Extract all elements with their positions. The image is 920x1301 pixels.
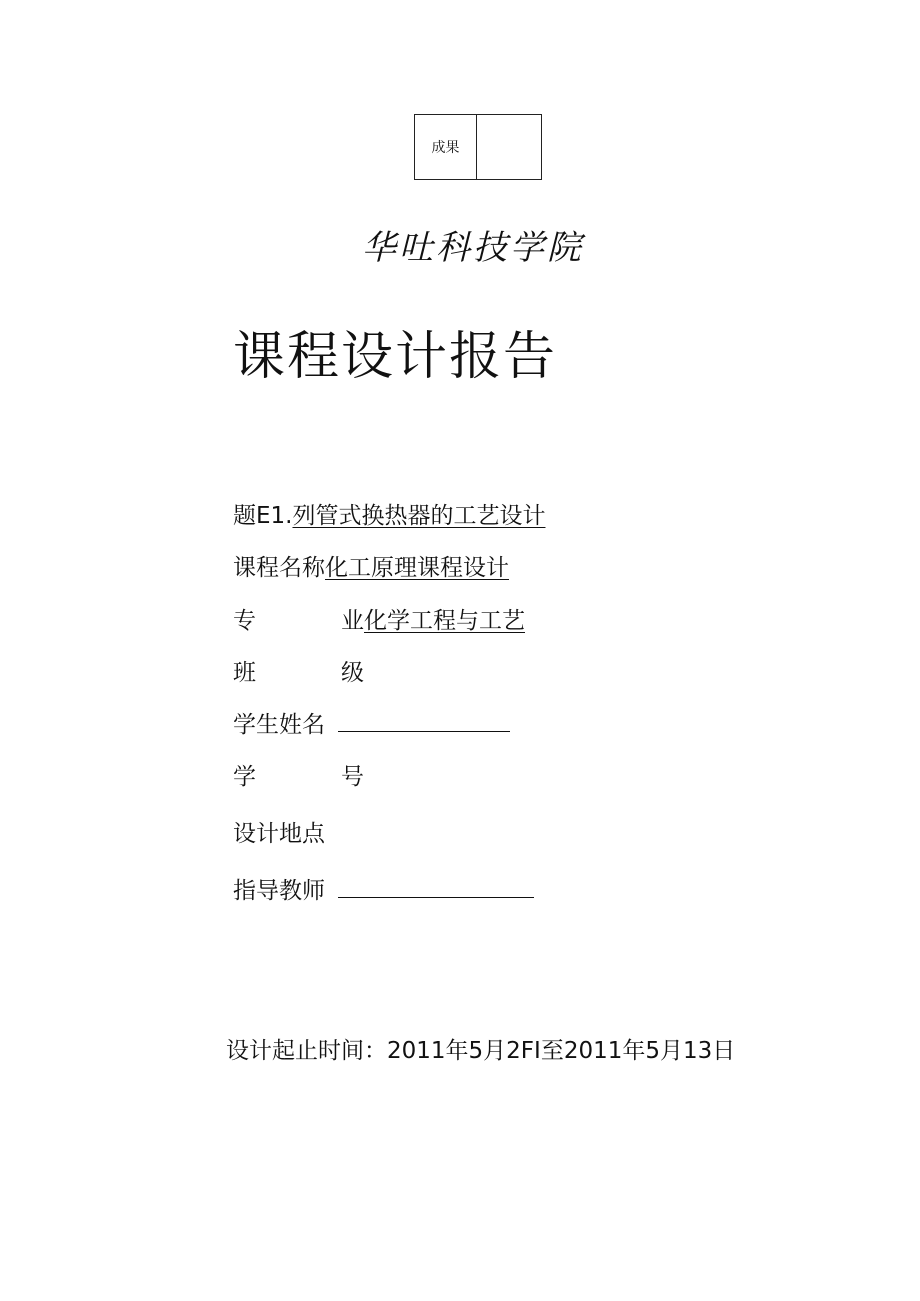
student-name-label: 学生姓名 <box>233 712 325 738</box>
course-label: 课程名称 <box>233 555 325 581</box>
advisor-label: 指导教师 <box>233 878 325 904</box>
advisor-blank[interactable] <box>338 875 534 898</box>
field-course <box>233 549 509 582</box>
period-start: 2011年5月2FI <box>387 1038 541 1064</box>
grade-value-cell[interactable] <box>477 115 541 179</box>
period-separator: 至 <box>540 1038 564 1064</box>
course-value: 化工原理课程设计 <box>325 555 509 581</box>
major-label-a: 专 <box>233 608 256 634</box>
document-title: 课程设计报告 <box>233 327 558 387</box>
student-name-blank[interactable] <box>338 709 510 732</box>
field-major <box>341 602 525 635</box>
design-period <box>226 1032 735 1065</box>
field-advisor <box>233 872 534 905</box>
topic-value: 列管式换热器的工艺设计 <box>292 503 546 529</box>
period-end: 2011年5月13日 <box>563 1038 736 1064</box>
student-id-label-a: 学 <box>233 764 256 790</box>
class-label-b: 级 <box>341 660 364 686</box>
major-label-b: 业 <box>341 608 364 634</box>
student-id-label-b: 号 <box>341 764 364 790</box>
field-location <box>233 815 325 848</box>
period-label: 设计起止时间： <box>226 1038 387 1064</box>
location-label: 设计地点 <box>233 821 325 847</box>
class-label-a: 班 <box>233 660 256 686</box>
grade-label: 成果 <box>415 115 477 179</box>
field-topic <box>233 497 545 530</box>
grade-box <box>414 114 542 180</box>
school-name: 华吐科技学院 <box>362 228 584 268</box>
topic-label: 题E1. <box>233 503 293 529</box>
field-student-name <box>233 706 510 739</box>
major-value: 化学工程与工艺 <box>364 608 525 634</box>
